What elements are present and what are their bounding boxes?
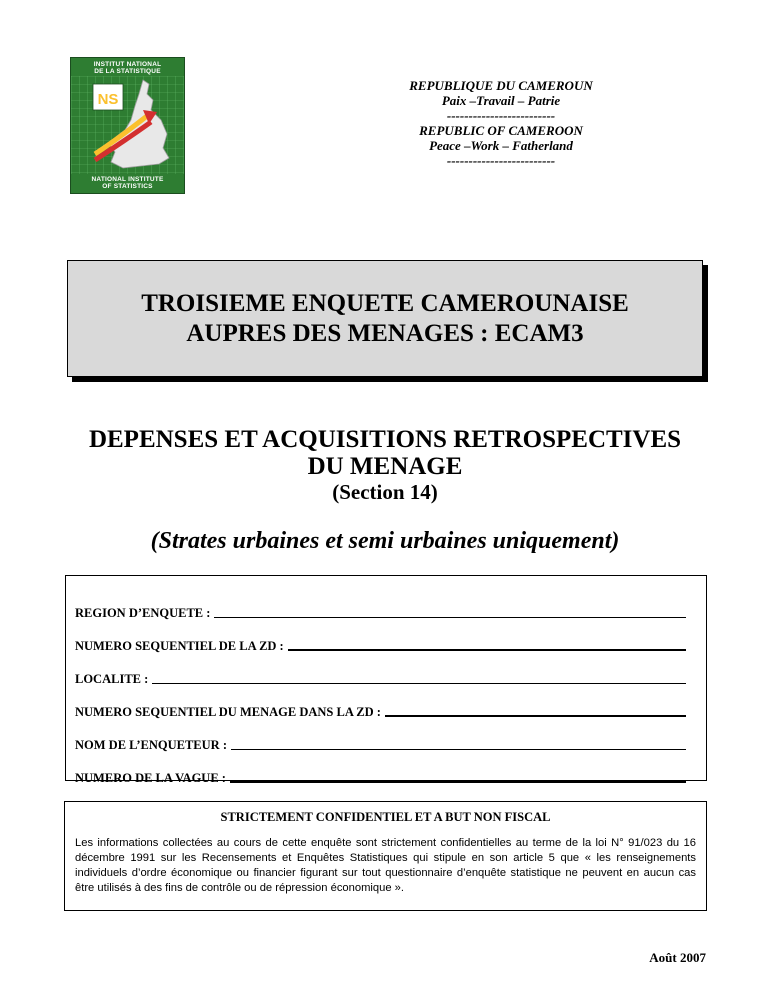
menage-number-input-line[interactable]: [385, 703, 686, 717]
republic-header: [385, 78, 617, 168]
field-label: LOCALITE :: [75, 672, 149, 686]
form-row-localite: [75, 654, 686, 687]
localite-input-line[interactable]: [152, 671, 686, 684]
form-row-vague: [75, 753, 686, 786]
region-input-line[interactable]: [214, 605, 686, 618]
strates-note: (Strates urbaines et semi urbaines uniquement): [150, 528, 620, 554]
header-separator: -------------------------: [446, 153, 556, 168]
survey-title-line2: AUPRES DES MENAGES : ECAM3: [186, 319, 584, 347]
country-fr: REPUBLIQUE DU CAMEROUN: [409, 78, 593, 93]
field-label: NUMERO DE LA VAGUE :: [75, 771, 226, 785]
form-row-zd: [75, 621, 686, 654]
section-title-line1: DEPENSES ET ACQUISITIONS RETROSPECTIVES: [88, 426, 682, 453]
field-label: REGION D’ENQUETE :: [75, 606, 211, 620]
vague-number-input-line[interactable]: [230, 769, 686, 783]
confidentiality-title: STRICTEMENT CONFIDENTIEL ET A BUT NON FISCAL: [220, 810, 551, 824]
logo-emblem-text: NS: [97, 91, 119, 108]
survey-title-box: [67, 260, 703, 377]
form-row-menage: [75, 687, 686, 720]
logo-bottom-text: NATIONAL INSTITUTE OF STATISTICS: [91, 176, 164, 190]
document-date: Août 2007: [649, 950, 706, 965]
section-title-line2: DU MENAGE: [307, 453, 463, 480]
confidentiality-notice: [64, 801, 707, 911]
cameroon-map-emblem-icon: [71, 76, 184, 174]
confidentiality-text: Les informations collectées au cours de cette enquête sont strictement confidentielles au terme de la loi N° 91/023 du 16 décembre 1991 sur les Recensements et Enquêtes Statistiques qui stipule en son article 5 que « les renseignements individuels d’ordre économique ou financier figurant sur tout questionnaire d’enquête statistique ne peuvent en aucun cas être utilisés à des fins de contrôle ou de répression économique ».: [75, 837, 696, 894]
field-label: NUMERO SEQUENTIEL DE LA ZD :: [75, 639, 284, 653]
form-row-enqueteur: [75, 720, 686, 753]
identification-form: [65, 575, 707, 785]
section-title: [60, 426, 710, 504]
section-number: (Section 14): [332, 480, 438, 504]
motto-fr: Paix –Travail – Patrie: [441, 93, 561, 108]
form-row-region: [75, 588, 686, 621]
survey-title-line1: TROISIEME ENQUETE CAMEROUNAISE: [141, 289, 629, 317]
field-label: NOM DE L’ENQUETEUR :: [75, 738, 227, 752]
enqueteur-input-line[interactable]: [231, 737, 686, 750]
zd-number-input-line[interactable]: [288, 637, 686, 651]
field-label: NUMERO SEQUENTIEL DU MENAGE DANS LA ZD :: [75, 705, 381, 719]
header-separator: -------------------------: [446, 108, 556, 123]
ins-logo: [70, 57, 185, 194]
logo-top-text: INSTITUT NATIONAL DE LA STATISTIQUE: [93, 61, 162, 75]
motto-en: Peace –Work – Fatherland: [429, 138, 573, 153]
country-en: REPUBLIC OF CAMEROON: [419, 123, 583, 138]
